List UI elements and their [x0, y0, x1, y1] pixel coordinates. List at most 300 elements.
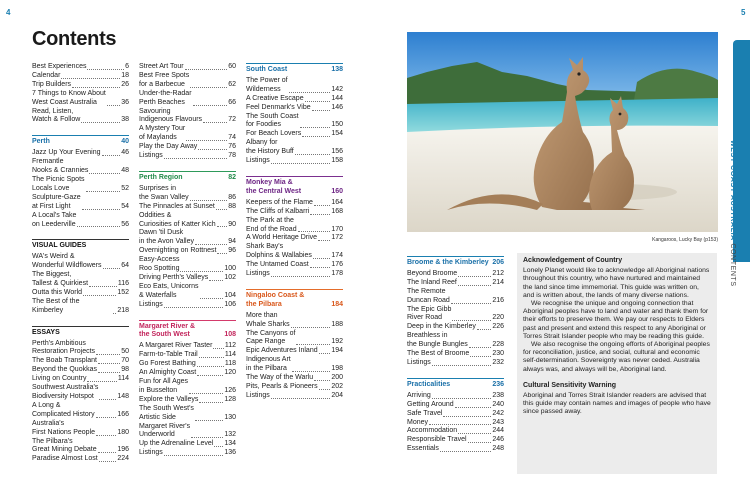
- toc-leader-dots: [458, 276, 491, 277]
- toc-leader-dots: [185, 69, 228, 70]
- section-heading-label: Margaret River & the South West: [139, 322, 196, 339]
- section-heading-label: Practicalities: [407, 380, 451, 388]
- toc-entry-page: 64: [121, 262, 129, 270]
- toc-section: [246, 289, 343, 401]
- toc-entry[interactable]: [246, 217, 343, 235]
- toc-entry[interactable]: [139, 108, 236, 126]
- toc-entry-title: Listings: [246, 391, 270, 399]
- toc-entry[interactable]: [32, 438, 129, 456]
- toc-entry[interactable]: [32, 420, 129, 438]
- toc-entry-title: Eco Eats, Unicorns & Waterfalls: [139, 282, 199, 299]
- toc-section: [139, 63, 236, 161]
- toc-section: [407, 378, 504, 454]
- toc-entry[interactable]: [139, 351, 236, 360]
- toc-entry-title: Play the Day Away: [139, 143, 198, 151]
- toc-entry-title: Fremantle Nooks & Crannies: [32, 158, 89, 175]
- toc-entry-page: 174: [331, 252, 343, 260]
- toc-leader-dots: [195, 420, 223, 421]
- toc-entry-title: Pits, Pearls & Pioneers: [246, 383, 318, 390]
- toc-entry[interactable]: [139, 247, 236, 256]
- toc-entry[interactable]: [246, 270, 343, 279]
- toc-entry[interactable]: [32, 212, 129, 230]
- toc-entry[interactable]: [246, 261, 343, 270]
- toc-entry-page: 166: [117, 410, 129, 418]
- section-heading-label: ESSAYS: [32, 328, 60, 336]
- toc-leader-dots: [271, 276, 331, 277]
- toc-leader-dots: [300, 127, 331, 128]
- toc-entry-page: 243: [492, 418, 504, 426]
- toc-entry-title: Arriving: [407, 391, 431, 399]
- toc-leader-dots: [209, 280, 223, 281]
- toc-entry[interactable]: [32, 194, 129, 212]
- section-heading[interactable]: [139, 320, 236, 341]
- ack-paragraph-3: We also recognise the ongoing efforts of Aboriginal peoples for reconciliation, justice, and social, cultural and economic self-determination. Sovereignty was never ceded. Australia always was, and always will be, Aboriginal land.: [523, 341, 710, 373]
- toc-entry[interactable]: [139, 72, 236, 90]
- toc-entry[interactable]: [407, 288, 504, 306]
- toc-entry-page: 212: [492, 269, 504, 277]
- section-heading-page: 160: [331, 187, 343, 195]
- toc-entry[interactable]: [139, 229, 236, 247]
- toc-leader-dots: [314, 380, 330, 381]
- toc-entry[interactable]: [139, 283, 236, 301]
- toc-leader-dots: [310, 214, 330, 215]
- toc-entry[interactable]: [246, 104, 343, 113]
- toc-entry[interactable]: [32, 90, 129, 108]
- side-label-main: WEST COAST AUSTRALIA: [729, 140, 736, 241]
- toc-entry[interactable]: [246, 77, 343, 95]
- toc-entry[interactable]: [246, 312, 343, 330]
- toc-entry[interactable]: [246, 234, 343, 243]
- toc-entry-page: 60: [228, 63, 236, 70]
- toc-entry-page: 66: [228, 98, 236, 106]
- toc-entry-title: The Pilbara's Great Mining Debate: [32, 437, 97, 454]
- toc-entry-page: 78: [228, 152, 236, 160]
- toc-entry-title: A Creative Escape: [246, 94, 304, 102]
- toc-entry[interactable]: [139, 90, 236, 108]
- toc-entry-page: 142: [331, 85, 343, 93]
- toc-entry[interactable]: [139, 301, 236, 310]
- toc-leader-dots: [458, 433, 491, 434]
- toc-entry[interactable]: [139, 449, 236, 458]
- toc-entry-page: 94: [228, 238, 236, 246]
- toc-entry[interactable]: [32, 375, 129, 384]
- toc-entry-title: Read, Listen, Watch & Follow: [32, 107, 81, 124]
- toc-entry-title: Beyond Broome: [407, 269, 458, 277]
- toc-entry[interactable]: [139, 396, 236, 405]
- toc-section: [407, 256, 504, 368]
- toc-entry[interactable]: [407, 323, 504, 332]
- toc-leader-dots: [314, 205, 330, 206]
- toc-entry[interactable]: [139, 360, 236, 369]
- toc-leader-dots: [82, 209, 121, 210]
- toc-entry-page: 194: [331, 347, 343, 355]
- toc-entry-title: A World Heritage Drive: [246, 234, 318, 242]
- toc-entry-title: Under-the-Radar Perth Beaches: [139, 89, 192, 106]
- toc-entry-page: 104: [224, 291, 236, 299]
- toc-entry[interactable]: [407, 279, 504, 288]
- toc-entry-page: 220: [492, 314, 504, 322]
- toc-entry-title: Breathless in the Bungle Bungles: [407, 332, 468, 349]
- toc-entry-page: 196: [117, 446, 129, 454]
- toc-entry-page: 216: [492, 296, 504, 304]
- toc-entry-page: 180: [117, 428, 129, 436]
- toc-entry-page: 244: [492, 427, 504, 435]
- toc-entry[interactable]: [32, 340, 129, 358]
- toc-entry-title: Listings: [139, 449, 163, 457]
- toc-entry[interactable]: [139, 143, 236, 152]
- toc-entry[interactable]: [32, 298, 129, 316]
- section-heading[interactable]: [246, 63, 343, 75]
- toc-leader-dots: [292, 371, 331, 372]
- toc-entry-page: 178: [331, 270, 343, 278]
- section-heading-page: 138: [331, 66, 343, 73]
- toc-leader-dots: [190, 200, 228, 201]
- toc-entry-page: 114: [117, 375, 129, 383]
- toc-entry-page: 154: [331, 130, 343, 138]
- toc-entry-page: 240: [492, 400, 504, 408]
- section-heading[interactable]: [407, 256, 504, 268]
- toc-leader-dots: [77, 226, 120, 227]
- toc-entry[interactable]: [32, 253, 129, 271]
- toc-entry-title: The Best of Broome: [407, 350, 470, 358]
- toc-entry[interactable]: [246, 157, 343, 166]
- toc-entry-page: 18: [121, 71, 129, 79]
- toc-leader-dots: [164, 455, 224, 456]
- toc-entry-page: 238: [492, 391, 504, 399]
- toc-leader-dots: [432, 365, 492, 366]
- toc-entry-title: Albany for the History Buff: [246, 139, 294, 156]
- toc-entry-title: Listings: [407, 358, 431, 366]
- section-heading[interactable]: [407, 378, 504, 390]
- toc-leader-dots: [113, 313, 116, 314]
- toc-entry[interactable]: [139, 203, 236, 212]
- toc-entry-page: 120: [224, 369, 236, 377]
- toc-entry-title: For Beach Lovers: [246, 130, 302, 138]
- toc-leader-dots: [451, 303, 492, 304]
- toc-entry[interactable]: [32, 158, 129, 176]
- toc-entry-title: Driving Perth's Valleys: [139, 273, 209, 281]
- toc-entry-page: 62: [228, 80, 236, 88]
- toc-entry[interactable]: [139, 378, 236, 396]
- toc-entry[interactable]: [139, 440, 236, 449]
- ack-heading: Acknowledgement of Country: [523, 257, 623, 264]
- toc-leader-dots: [89, 173, 120, 174]
- toc-leader-dots: [199, 402, 223, 403]
- toc-entry-page: 158: [331, 157, 343, 165]
- toc-section: [139, 320, 236, 459]
- toc-leader-dots: [443, 416, 491, 417]
- toc-entry-title: Deep in the Kimberley: [407, 323, 476, 331]
- toc-entry[interactable]: [407, 401, 504, 410]
- page-number-right: 5: [741, 8, 746, 17]
- toc-leader-dots: [429, 424, 491, 425]
- toc-entry-page: 146: [331, 103, 343, 111]
- toc-entry-title: A Mystery Tour of Maylands: [139, 125, 186, 142]
- toc-entry[interactable]: [246, 374, 343, 383]
- toc-leader-dots: [216, 209, 227, 210]
- toc-entry-title: Listings: [139, 152, 163, 160]
- toc-entry-page: 214: [492, 278, 504, 286]
- toc-entry-title: WA's Weird & Wonderful Wildflowers: [32, 253, 102, 270]
- acknowledgement-box: [517, 253, 717, 474]
- toc-entry-title: The Remote Duncan Road: [407, 287, 450, 304]
- toc-leader-dots: [96, 417, 117, 418]
- toc-entry-page: 130: [224, 413, 236, 421]
- toc-entry[interactable]: [246, 113, 343, 131]
- toc-entry-title: Trip Builders: [32, 80, 72, 88]
- toc-entry[interactable]: [32, 81, 129, 90]
- toc-entry[interactable]: [407, 306, 504, 324]
- toc-entry-title: Beyond the Quokkas: [32, 366, 97, 374]
- toc-entry[interactable]: [407, 436, 504, 445]
- toc-entry[interactable]: [139, 342, 236, 351]
- toc-entry-title: Dawn 'til Dusk in the Avon Valley: [139, 229, 195, 246]
- toc-entry-title: The Park at the End of the Road: [246, 216, 297, 233]
- side-running-head: [729, 140, 736, 287]
- toc-entry[interactable]: [246, 383, 343, 392]
- toc-section: [32, 63, 129, 125]
- toc-entry-page: 72: [228, 116, 236, 124]
- toc-entry[interactable]: [32, 271, 129, 289]
- toc-entry-title: Accommodation: [407, 427, 458, 435]
- toc-entry[interactable]: [139, 152, 236, 161]
- toc-entry-title: Epic Adventures Inland: [246, 347, 318, 355]
- toc-leader-dots: [195, 244, 227, 245]
- toc-entry-title: Listings: [246, 270, 270, 278]
- toc-entry-page: 248: [492, 445, 504, 453]
- section-heading[interactable]: [32, 239, 129, 251]
- toc-leader-dots: [96, 354, 120, 355]
- toc-leader-dots: [440, 451, 491, 452]
- toc-entry-title: Explore the Valleys: [139, 395, 199, 403]
- page-number-left: 4: [6, 8, 11, 17]
- toc-entry-title: Southwest Australia's Biodiversity Hotspot: [32, 384, 99, 400]
- toc-entry[interactable]: [32, 72, 129, 81]
- toc-entry[interactable]: [407, 392, 504, 401]
- toc-entry-page: 96: [228, 247, 236, 255]
- toc-entry-page: 230: [492, 350, 504, 358]
- toc-entry[interactable]: [246, 139, 343, 157]
- toc-entry-page: 46: [121, 149, 129, 157]
- photo-caption: Kangaroos, Lucky Bay (p153): [652, 237, 718, 243]
- toc-leader-dots: [477, 329, 491, 330]
- section-heading[interactable]: [246, 289, 343, 310]
- toc-entry[interactable]: [246, 130, 343, 139]
- toc-leader-dots: [98, 363, 120, 364]
- toc-entry-page: 170: [331, 225, 343, 233]
- toc-leader-dots: [319, 389, 331, 390]
- toc-entry-title: The Picnic Spots Locals Love: [32, 175, 85, 192]
- toc-leader-dots: [164, 158, 227, 159]
- toc-entry-page: 86: [228, 193, 236, 201]
- toc-entry-page: 172: [331, 234, 343, 242]
- toc-entry-title: Best Free Spots for a Barbecue: [139, 71, 190, 88]
- toc-entry-title: Outta this World: [32, 288, 83, 296]
- toc-entry-page: 132: [224, 431, 236, 439]
- toc-leader-dots: [191, 437, 223, 438]
- toc-entry[interactable]: [32, 176, 129, 194]
- toc-entry[interactable]: [139, 125, 236, 143]
- toc-entry-page: 128: [224, 395, 236, 403]
- toc-entry-page: 100: [224, 265, 236, 273]
- toc-entry[interactable]: [32, 455, 129, 464]
- toc-entry-title: Shark Bay's Dolphins & Wallabies: [246, 243, 312, 260]
- toc-leader-dots: [190, 87, 227, 88]
- toc-entry[interactable]: [407, 359, 504, 368]
- ack-paragraph-1: Lonely Planet would like to acknowledge all Aboriginal nations throughout this country, who have nurtured and maintained the land since time immemorial. This guide was written on, and is written about, the lands of many diverse nations.: [523, 267, 710, 299]
- toc-entry-title: Calendar: [32, 71, 61, 79]
- toc-leader-dots: [298, 231, 331, 232]
- toc-leader-dots: [83, 295, 116, 296]
- toc-leader-dots: [98, 372, 120, 373]
- toc-entry[interactable]: [407, 419, 504, 428]
- toc-entry-title: Keepers of the Flame: [246, 198, 313, 206]
- sensitivity-paragraph: Aboriginal and Torres Strait Islander readers are advised that this guide may contain names and images of people who have since passed away.: [523, 392, 711, 416]
- toc-entry-title: Safe Travel: [407, 409, 443, 417]
- toc-leader-dots: [103, 268, 121, 269]
- toc-entry[interactable]: [407, 445, 504, 454]
- section-heading-label: Perth: [32, 138, 50, 146]
- toc-entry[interactable]: [139, 185, 236, 203]
- toc-leader-dots: [72, 87, 120, 88]
- toc-leader-dots: [217, 253, 227, 254]
- section-heading[interactable]: [32, 135, 129, 147]
- photo-credit: [398, 58, 402, 59]
- toc-entry-page: 74: [228, 134, 236, 142]
- toc-entry[interactable]: [32, 366, 129, 375]
- toc-entry-title: More than Whale Sharks: [246, 311, 290, 328]
- toc-entry[interactable]: [246, 392, 343, 401]
- toc-leader-dots: [96, 435, 116, 436]
- toc-entry[interactable]: [246, 356, 343, 374]
- toc-leader-dots: [432, 398, 492, 399]
- section-heading-label: Perth Region: [139, 173, 183, 181]
- toc-entry[interactable]: [139, 256, 236, 274]
- toc-entry-page: 76: [228, 143, 236, 151]
- section-heading-label: Ningaloo Coast & the Pilbara: [246, 291, 305, 308]
- toc-entry[interactable]: [32, 289, 129, 298]
- page-title: Contents: [32, 28, 117, 50]
- toc-entry[interactable]: [407, 270, 504, 279]
- toc-leader-dots: [102, 155, 121, 156]
- toc-entry[interactable]: [32, 63, 129, 72]
- toc-entry-page: 224: [117, 455, 129, 463]
- toc-entry-title: Margaret River's Underworld: [139, 422, 191, 439]
- toc-entry[interactable]: [139, 212, 236, 230]
- toc-entry[interactable]: [246, 330, 343, 348]
- toc-column-1: [32, 63, 129, 474]
- toc-entry-page: 52: [121, 184, 129, 192]
- toc-entry-page: 26: [121, 80, 129, 88]
- toc-entry[interactable]: [246, 199, 343, 208]
- toc-entry-title: Oddities & Curiosities of Katter Kich: [139, 211, 216, 228]
- toc-entry-title: Living on Country: [32, 375, 87, 383]
- toc-entry[interactable]: [246, 95, 343, 104]
- toc-entry-title: An Almighty Coast: [139, 369, 197, 377]
- toc-entry[interactable]: [32, 149, 129, 158]
- toc-entry-title: The Cliffs of Kalbarri: [246, 207, 310, 215]
- toc-leader-dots: [271, 398, 331, 399]
- section-heading-page: 82: [228, 173, 236, 181]
- toc-entry[interactable]: [407, 332, 504, 350]
- toc-leader-dots: [86, 191, 121, 192]
- toc-entry[interactable]: [139, 423, 236, 441]
- toc-entry[interactable]: [246, 243, 343, 261]
- toc-entry-title: The Epic Gibb River Road: [407, 305, 452, 322]
- toc-entry[interactable]: [139, 369, 236, 378]
- toc-entry-page: 218: [117, 306, 129, 314]
- toc-entry[interactable]: [246, 208, 343, 217]
- toc-leader-dots: [217, 226, 228, 227]
- toc-entry-title: Farm-to-Table Trail: [139, 351, 198, 359]
- toc-entry-page: 164: [331, 198, 343, 206]
- toc-entry-title: Listings: [139, 300, 163, 308]
- toc-entry[interactable]: [407, 427, 504, 436]
- toc-entry-title: Essentials: [407, 445, 439, 453]
- toc-leader-dots: [289, 92, 331, 93]
- toc-entry-title: Responsible Travel: [407, 436, 467, 444]
- toc-leader-dots: [214, 446, 223, 447]
- toc-entry[interactable]: [32, 357, 129, 366]
- section-heading[interactable]: [246, 176, 343, 197]
- toc-leader-dots: [310, 267, 331, 268]
- toc-entry-title: Overnighting on Rottnest: [139, 247, 217, 255]
- toc-entry-title: The Boab Transplant: [32, 357, 97, 365]
- toc-entry-title: Surprises in the Swan Valley: [139, 184, 189, 201]
- toc-leader-dots: [470, 356, 491, 357]
- toc-leader-dots: [99, 399, 116, 400]
- toc-section: [246, 63, 343, 166]
- toc-entry-page: 168: [331, 207, 343, 215]
- toc-entry[interactable]: [246, 347, 343, 356]
- section-heading[interactable]: [32, 326, 129, 338]
- toc-leader-dots: [89, 286, 117, 287]
- toc-entry[interactable]: [32, 402, 129, 420]
- toc-entry-title: Indigenous Art in the Pilbara: [246, 356, 291, 373]
- toc-section: [32, 135, 129, 229]
- toc-entry[interactable]: [139, 63, 236, 72]
- toc-entry[interactable]: [139, 405, 236, 423]
- toc-entry[interactable]: [139, 274, 236, 283]
- toc-entry-page: 232: [492, 358, 504, 366]
- toc-entry-title: The South West's Artistic Side: [139, 404, 194, 421]
- toc-leader-dots: [271, 163, 331, 164]
- section-heading-label: Monkey Mia & the Central West: [246, 178, 302, 195]
- toc-leader-dots: [197, 366, 224, 367]
- toc-entry[interactable]: [407, 410, 504, 419]
- toc-entry[interactable]: [32, 108, 129, 126]
- toc-entry-title: The Way of the Warlu: [246, 374, 314, 382]
- toc-entry-title: Best Experiences: [32, 63, 87, 70]
- toc-entry-title: The Pinnacles at Sunset: [139, 202, 215, 210]
- toc-entry-title: Jazz Up Your Evening: [32, 149, 101, 157]
- toc-entry-page: 192: [331, 338, 343, 346]
- toc-leader-dots: [87, 381, 116, 382]
- toc-entry-page: 134: [224, 440, 236, 448]
- toc-entry-title: Go Forest Bathing: [139, 360, 196, 368]
- toc-entry-page: 116: [117, 280, 129, 288]
- section-heading-page: 236: [492, 380, 504, 388]
- toc-entry[interactable]: [32, 384, 129, 402]
- toc-entry-title: The Canyons of Cape Range: [246, 329, 296, 346]
- section-heading[interactable]: [139, 171, 236, 183]
- toc-entry-page: 148: [117, 393, 129, 400]
- side-label-sub: CONTENTS: [729, 243, 736, 287]
- toc-entry-page: 90: [228, 220, 236, 228]
- toc-entry-title: A Margaret River Taster: [139, 342, 213, 350]
- toc-entry[interactable]: [407, 350, 504, 359]
- toc-entry-page: 156: [331, 148, 343, 156]
